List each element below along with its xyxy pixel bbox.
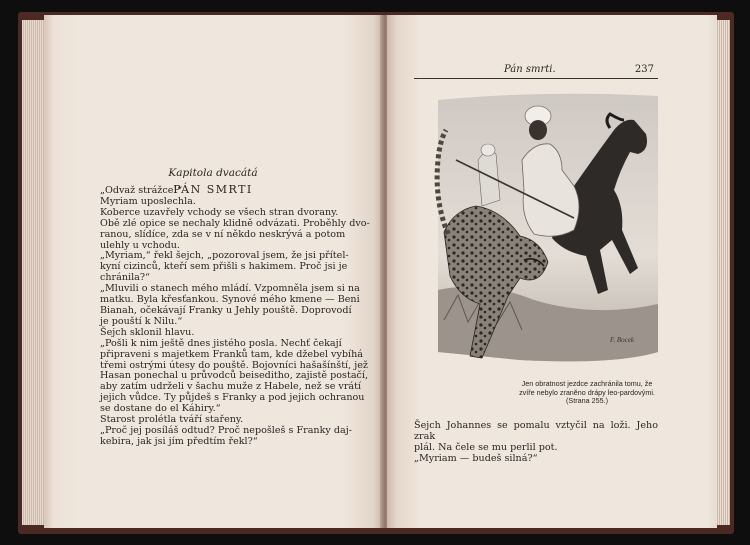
- text-line: „Myriam,“ řekl šejch, „pozoroval jsem, že jsi přítel-: [100, 250, 349, 262]
- text-line: plál. Na čele se mu perlil pot.: [414, 442, 558, 453]
- text-line: „Proč jej posíláš odtud? Proč nepošleš s Franky daj-: [100, 424, 352, 436]
- text-line: třemi ostrými útesy do pouště. Bojovníci hašašínští, jež: [100, 359, 368, 371]
- text-line: připraveni s majetkem Franků tam, kde džebel vybíhá: [100, 348, 363, 360]
- text-line: chránila?“: [100, 272, 150, 284]
- chapter-title: PÁN SMRTI: [173, 183, 253, 196]
- page-edges-left: [22, 20, 46, 525]
- text-line: aby zatím udrželi v šachu muže z Habele, než se vrátí: [100, 381, 362, 393]
- text-line: je pouští k Nilu.“: [100, 315, 183, 327]
- text-line: Šejch sklonil hlavu.: [100, 326, 195, 338]
- text-line: Starost prolétla tváří stařeny.: [100, 414, 244, 426]
- text-line: jejich vůdce. Ty půjdeš s Franky a pod jejich ochranou: [100, 392, 365, 404]
- text-line: se dostane do el Káhiry.“: [100, 403, 221, 415]
- left-body-text: [100, 186, 372, 448]
- text-line: „Pošli k nim ještě dnes jistého posla. Nechť čekají: [100, 337, 342, 349]
- illustration-signature: F. Bocek: [610, 336, 634, 344]
- right-body-text: [414, 420, 658, 464]
- text-line: Myriam uposlechla.: [100, 195, 196, 207]
- text-line: „Myriam — budeš silná?“: [414, 453, 538, 464]
- page-number: 237: [634, 64, 654, 75]
- text-line: Šejch Johannes se pomalu vztyčil na loži. Jeho zrak: [414, 420, 658, 442]
- text-line: Bianah, očekávají Franky u Jehly pouště. Doprovodí: [100, 304, 352, 316]
- text-line: Hasan ponechal u průvodců beiseditho, zajistě postačí,: [100, 370, 369, 382]
- text-line: matku. Byla křesťankou. Synové mého kmene — Beni: [100, 294, 360, 306]
- running-title: Pán smrti.: [504, 64, 556, 75]
- text-line: kyní cizinců, kteří sem přišli s hakimem. Proč jsi je: [100, 261, 348, 273]
- text-line: ulehly u vchodu.: [100, 239, 180, 251]
- text-line: ranou, slídíce, zda se v ní někdo neskrývá a potom: [100, 228, 346, 240]
- text-line: kebira, jak jsi jím předtím řekl?“: [100, 435, 258, 447]
- chapter-label: Kapitola dvacátá: [168, 167, 258, 179]
- text-line: „Odvaž strážce!“: [100, 185, 183, 196]
- illustration-rider-leopard: [424, 90, 660, 385]
- text-line: „Mluvili o stanech mého mládí. Vzpomněla jsem si na: [100, 283, 360, 295]
- text-line: Obě zlé opice se nechaly klidně odvázati. Proběhly dvo-: [100, 217, 370, 229]
- text-line: Koberce uzavřely vchody se všech stran dvorany.: [100, 206, 339, 218]
- illustration-caption: Jen obratnost jezdce zachránila tomu, že zvíře nebylo zraněno drápy leo-pardovými. (Strana 255.): [519, 379, 655, 406]
- page-edges-right: [716, 20, 730, 525]
- running-header: [414, 64, 658, 79]
